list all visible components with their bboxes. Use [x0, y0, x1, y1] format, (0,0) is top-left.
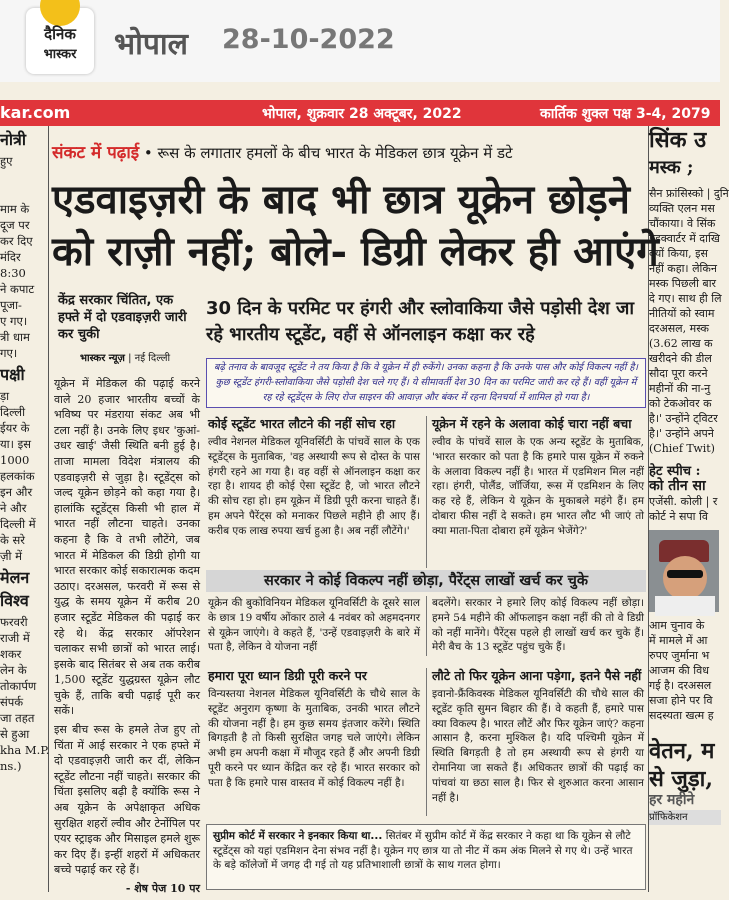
story-box-1	[208, 416, 420, 576]
right-headline-4: को तीन सा	[649, 478, 706, 494]
right-column-line: व्यक्ति एलन मस	[649, 202, 715, 215]
left-column-line: ए गए।	[0, 314, 28, 328]
left-column-line: संपर्क	[0, 695, 24, 709]
story-box-2	[432, 416, 644, 576]
article-body	[54, 376, 200, 900]
left-column-heading: विश्व	[0, 591, 29, 610]
body-paragraph-1: यूक्रेन में मेडिकल की पढ़ाई करने वाले 20 हजार भारतीय बच्चों के भविष्य पर मंडराया संकट अब भी टला नहीं है। उनके लिए इधर 'कुआं-उधर खाई' जैसी स्थिति बनी हुई है। ताजा मामला विदेश मंत्रालय की एडवाइज़री से जुड़ा है। स्टूडेंट्स को जल्द यूक्रेन छोड़ने को कहा गया है। हालांकि स्टूडेंट्स किसी भी हाल में भारत नहीं लौटना चाहते। उनका कहना है कि वे तभी लौटेंगे, जब भारत में मेडिकल की डिग्री होगी या भारत सरकार कोई सकारात्मक कदम उठाए। दरअसल, फरवरी में रूस से युद्ध के समय यूक्रेन में करीब 20 हजार स्टूडेंट मेडिकल की पढ़ाई कर रहे थे। केंद्र सरकार ऑपरेशन चलाकर सभी छात्रों को भारत लाई। इसके बाद सितंबर से अब तक करीब 1,500 स्टूडेंट युद्धग्रस्त यूक्रेन लौट चुके हैं, ताकि बची पढ़ाई पूरी कर सकें।	[54, 377, 200, 718]
kicker-label: संकट में पढ़ाई	[52, 143, 140, 163]
right-text-block-3	[649, 618, 721, 723]
left-column-line: दिल्ली में	[0, 517, 36, 531]
right-column-line: मस्क पिछली बार	[649, 277, 717, 290]
band-heading: सरकार ने कोई विकल्प नहीं छोड़ा, पैरेंट्स लाखों खर्च कर चुके	[206, 570, 646, 592]
left-column-line: के सरे	[0, 533, 25, 547]
intro-box: बढ़े तनाव के बावजूद स्टूडेंट ने तय किया है कि वे यूक्रेन में ही रुकेंगे। उनका कहना है कि उनके पास और कोई विकल्प नहीं है। कुछ स्टूडेंट हंगरी-स्लोवाकिया जैसे पड़ोसी देश चले गए हैं। ये सीमावर्ती देश 30 दिन का परमिट जारी कर रहे हैं। वहीं यूक्रेन में रह रहे स्टूडेंट्स के लिए रोज साइरन की आवाज़ और बंकर में रहना दिनचर्या में शामिल हो गया है।	[206, 358, 646, 408]
left-adjacent-column	[0, 126, 49, 892]
supreme-court-text: सितंबर में सुप्रीम कोर्ट में केंद्र सरकार ने कहा था कि यूक्रेन से लौटे स्टूडेंट्स को यहां एडमिशन देना संभव नहीं है। यूक्रेन गए छात्र या तो नीट में कम अंक मिलने से गए थे। उन्हें भारत के बड़े कॉलेजों में जगह दी गई तो यह प्रतिभाशाली छात्रों के साथ गलत होगा।	[213, 830, 633, 871]
right-column-line: आजम की विध	[649, 664, 710, 677]
site-url: kar.com	[0, 103, 71, 122]
story-box-4-text: विन्यस्तया नेशनल मेडिकल यूनिवर्सिटी के चौथे साल के स्टूडेंट अनुराग कृष्णा के मुताबिक, उनकी भारत लौटने की योजना नहीं है। हम कुछ समय इंतजार करेंगे। स्थिति बिगड़ती है तो किसी सुरक्षित जगह चले जाएंगे। लेकिन अभी हम अपनी कक्षा में मौजूद रहते हैं और अपनी डिग्री पूरी करने पर ध्यान केंद्रित कर रहे हैं। भारत सरकार को पता है कि हमारे पास वास्तव में कोई विकल्प नहीं है।	[208, 688, 420, 789]
article-headline	[52, 174, 659, 278]
byline	[80, 350, 170, 364]
right-column-line: दे गए। साथ ही लि	[649, 292, 722, 305]
left-column-line: ईयर के	[0, 421, 30, 435]
right-column-line: हेडक्वार्टर में दाखि	[649, 232, 720, 245]
left-column-line: फरवरी	[0, 615, 28, 629]
left-column-line: 8:30	[0, 266, 26, 280]
right-footer: प्रॉफिकेशन	[649, 810, 721, 825]
headline-line-1: एडवाइज़री के बाद भी छात्र यूक्रेन छोड़ने	[52, 176, 630, 223]
logo-line2: भास्कर	[43, 47, 77, 62]
left-column-line: हलकांक	[0, 469, 35, 483]
column-divider	[426, 416, 427, 568]
left-column-line: या। इस	[0, 437, 32, 451]
left-column-line: राजी में	[0, 631, 30, 645]
left-column-line: हुए	[0, 154, 13, 168]
left-column-line: इन और	[0, 485, 33, 499]
right-column-line: दरअसल, मस्क	[649, 322, 709, 335]
right-column-line: (Chief Twit)	[649, 442, 715, 455]
article-kicker	[52, 140, 647, 170]
right-column-line: सैन फ्रांसिस्को | दुनि	[649, 187, 729, 200]
right-column-line: नहीं कहा। लेकिन	[649, 262, 717, 275]
left-column-line: पूजा-	[0, 298, 22, 312]
supreme-court-box	[206, 824, 646, 890]
story-box-3-right	[432, 596, 644, 660]
story-box-3-left	[208, 596, 420, 660]
left-column-line: 1000	[0, 453, 30, 467]
story-box-3-right-text: बदलेंगे। सरकार ने हमारे लिए कोई विकल्प नहीं छोड़ा। हमने 54 महीने की ऑफलाइन कक्षा नहीं की तो वे डिग्री को नहीं मानेंगे। पैरेंट्स पहले ही लाखों खर्च कर चुके हैं। मेरी बैच के 13 स्टूडेंट पहुंच चुके हैं।	[432, 597, 644, 654]
left-column-line: ने कपाट	[0, 282, 35, 296]
article-deck: केंद्र सरकार चिंतित, एक हफ्ते में दो एडवाइज़री जारी कर चुकी	[58, 293, 187, 342]
left-column-heading: नोत्री	[0, 130, 27, 149]
left-column-line: जा तहत	[0, 711, 35, 725]
right-headline-2: मस्क ;	[649, 157, 694, 178]
story-box-3-left-text: यूक्रेन की बुकोविनियन मेडिकल यूनिवर्सिटी के दूसरे साल के छात्र 19 वर्षीय ओंकार ठाले 4 नवंबर को अहमदनगर से यूक्रेन जाएंगे। वे कहते हैं, 'उन्हें एडवाइज़री के बारे में पता है, लेकिन वे योजना नहीं	[208, 597, 420, 654]
right-column-line: आम चुनाव के	[649, 619, 705, 632]
right-column-line: है।' उन्होंने ट्विटर	[649, 412, 718, 425]
right-column-line: चौंकाया। वे सिंक	[649, 217, 716, 230]
logo-line1: दैनिक	[44, 25, 76, 43]
edition-date[interactable]: 28-10-2022	[222, 24, 395, 55]
tithi: कार्तिक शुक्ल पक्ष 3-4, 2079	[540, 106, 711, 122]
right-headline-3: हेट स्पीच :	[649, 464, 701, 479]
politician-photo	[649, 530, 719, 612]
left-column-heading: मेलन	[0, 568, 30, 587]
story-box-5-title: लौटे तो फिर यूक्रेन आना पड़ेगा, इतने पैसे नहीं	[432, 668, 642, 683]
left-column-line: ज़ी में	[0, 549, 23, 563]
story-box-2-text: ल्वीव के पांचवें साल के एक अन्य स्टूडेंट के मुताबिक, 'भारत सरकार को पता है कि हमारे पास यूक्रेन में रुकने के अलावा विकल्प नहीं है। भारत में एडमिशन मिल नहीं रहा। हंगरी, पोलैंड, जॉर्जिया, रूस में एडमिशन के लिए कह रहे हैं, लेकिन ये यूक्रेन के मुकाबले महंगे हैं। हम दोबारा फीस नहीं दे सकते। हम भारत लौट भी जाएं तो क्या माता-पिता दोबारा हमें यूक्रेन भेजेंगे?'	[432, 436, 644, 537]
right-column-line: है।' उन्होंने अपने	[649, 427, 714, 440]
right-headline-1: सिंक उ	[649, 127, 707, 153]
dainik-bhaskar-logo[interactable]	[26, 8, 94, 74]
left-column-line: से हुआ	[0, 727, 30, 741]
right-column-line: में मामले में आ	[649, 634, 708, 647]
story-box-5-text: इवानो-फ्रैंकिवस्क मेडिकल यूनिवर्सिटी की चौथे साल की स्टूडेंट कृति सुमन बिहार की हैं। वे कहती हैं, हमारे पास क्या विकल्प है। भारत लौटें और फिर यूक्रेन जाएं? कहना आसान है, करना मुश्किल है। यदि पश्चिमी यूक्रेन में स्थिति बिगड़ती है तो हम अस्थायी रूप से हंगरी या रोमानिया जा सकते हैं। अधिकतर छात्रों की पढ़ाई का पांचवां या छठा साल है। फिर से शुरुआत करना आसान नहीं है।	[432, 688, 644, 804]
story-box-5	[432, 668, 644, 818]
edition-city[interactable]: भोपाल	[114, 27, 189, 62]
right-column-line: गई है। दरअसल	[649, 679, 712, 692]
right-column-line: सौदा पूरा करने	[649, 367, 708, 380]
left-column-line: त्री धाम	[0, 330, 30, 344]
article-sidebars	[206, 358, 646, 890]
left-column-line	[0, 169, 48, 185]
right-headline-6: से जुड़ा,	[649, 766, 713, 792]
kicker-text: • रूस के लगातार हमलों के बीच भारत के मेडिकल छात्र यूक्रेन में डटे	[143, 144, 513, 162]
story-box-1-text: ल्वीव नेशनल मेडिकल यूनिवर्सिटी के पांचवें साल के एक स्टूडेंट्स के मुताबिक, 'वह अस्थायी रूप से दोस्त के पास हंगरी रहने आ गया है। वह वहीं से ऑनलाइन कक्षा कर रहा है। शायद ही कोई ऐसा स्टूडेंट है, जो भारत लौटने की सोच रहा हो। हम यूक्रेन में डिग्री पूरी करना चाहते हैं। हम अपने पैरेंट्स को मनाकर पिछले महीने ही आए हैं। करीब एक लाख रुपया खर्च हुआ है। अब नहीं लौटेंगे।'	[208, 436, 420, 537]
right-text-block-2	[649, 494, 721, 524]
right-column-line: एजेंसी. कोली | र	[649, 495, 718, 508]
right-text-block	[649, 186, 729, 456]
app-header	[0, 0, 720, 83]
left-column-line: दूज पर	[0, 218, 30, 232]
left-column-line: kha M.P.	[0, 743, 50, 757]
right-headline-5: वेतन, म	[649, 738, 715, 764]
byline-place: | नई दिल्ली	[128, 353, 171, 364]
right-column-line: रुपए जुर्माना भ	[649, 649, 710, 662]
left-column-line: ड़ा	[0, 389, 10, 403]
right-column-line: को टेकओवर क	[649, 397, 712, 410]
story-box-4-title: हमारा पूरा ध्यान डिग्री पूरी करने पर	[208, 668, 367, 683]
right-column-line: खरीदने की डील	[649, 352, 712, 365]
left-column-line	[0, 185, 48, 201]
headline-line-2: को राज़ी नहीं; बोले- डिग्री लेकर ही आएंगे	[52, 228, 659, 275]
story-box-1-title: कोई स्टूडेंट भारत लौटने की नहीं सोच रहा	[208, 416, 396, 431]
column-divider	[426, 596, 427, 656]
right-column-line: क्यों किया, इस	[649, 247, 708, 260]
supreme-court-title: सुप्रीम कोर्ट में सरकार ने इनकार किया था...	[213, 830, 383, 842]
left-column-line: मंदिर	[0, 250, 21, 264]
left-column-heading: पक्षी	[0, 365, 25, 384]
left-column-line: ने और	[0, 501, 27, 515]
page-date-strip	[0, 100, 720, 126]
continued-note: - शेष पेज 10 पर	[125, 882, 200, 895]
column-divider	[426, 668, 427, 816]
left-column-line: लेन के	[0, 663, 27, 677]
left-column-line: दिल्ली	[0, 405, 26, 419]
right-headline-7: हर महीने	[649, 792, 695, 808]
right-column-line: सजा होने पर वि	[649, 694, 713, 707]
left-column-line: कर दिए	[0, 234, 33, 248]
article-subheadline: 30 दिन के परमिट पर हंगरी और स्लोवाकिया जैसे पड़ोसी देश जा रहे भारतीय स्टूडेंट, वहीं से ऑनलाइन कक्षा कर रहे	[206, 298, 634, 345]
right-column-line: सदस्यता खत्म ह	[649, 709, 714, 722]
sun-logo-icon	[40, 0, 80, 26]
right-column-line: नीतियों को स्वाम	[649, 307, 715, 320]
left-column-line: शकर	[0, 647, 22, 661]
left-column-line: माम के	[0, 202, 30, 216]
left-column-line: ns.)	[0, 759, 22, 773]
story-box-4	[208, 668, 420, 818]
story-box-2-title: यूक्रेन में रहने के अलावा कोई चारा नहीं बचा	[432, 416, 632, 431]
left-column-line: गए।	[0, 346, 18, 360]
left-column-line: तोकार्पण	[0, 679, 37, 693]
body-paragraph-2: इस बीच रूस के हमले तेज हुए तो चिंता में आई सरकार ने एक हफ्ते में दो एडवाइज़री जारी कर दीं, लेकिन स्टूडेंट लौटना नहीं चाहते। सरकार की चिंता इसलिए बढ़ी है क्योंकि रूस ने अब यूक्रेन के अपेक्षाकृत अधिक सुरक्षित शहरों ल्वीव और टेर्नोपिल पर एयर स्ट्राइक और मिसाइल हमले शुरू कर दिए हैं। इन्हीं शहरों में अधिकतर बच्चे पढ़ाई कर रहे हैं।	[54, 723, 200, 877]
byline-source: भास्कर न्यूज़	[80, 353, 125, 364]
right-column-line: (3.62 लाख क	[649, 337, 713, 350]
right-column-line: कोर्ट ने सपा वि	[649, 510, 708, 523]
right-column-line: महीनों की ना-नु	[649, 382, 711, 395]
paper-date: भोपाल, शुक्रवार 28 अक्टूबर, 2022	[262, 106, 462, 122]
